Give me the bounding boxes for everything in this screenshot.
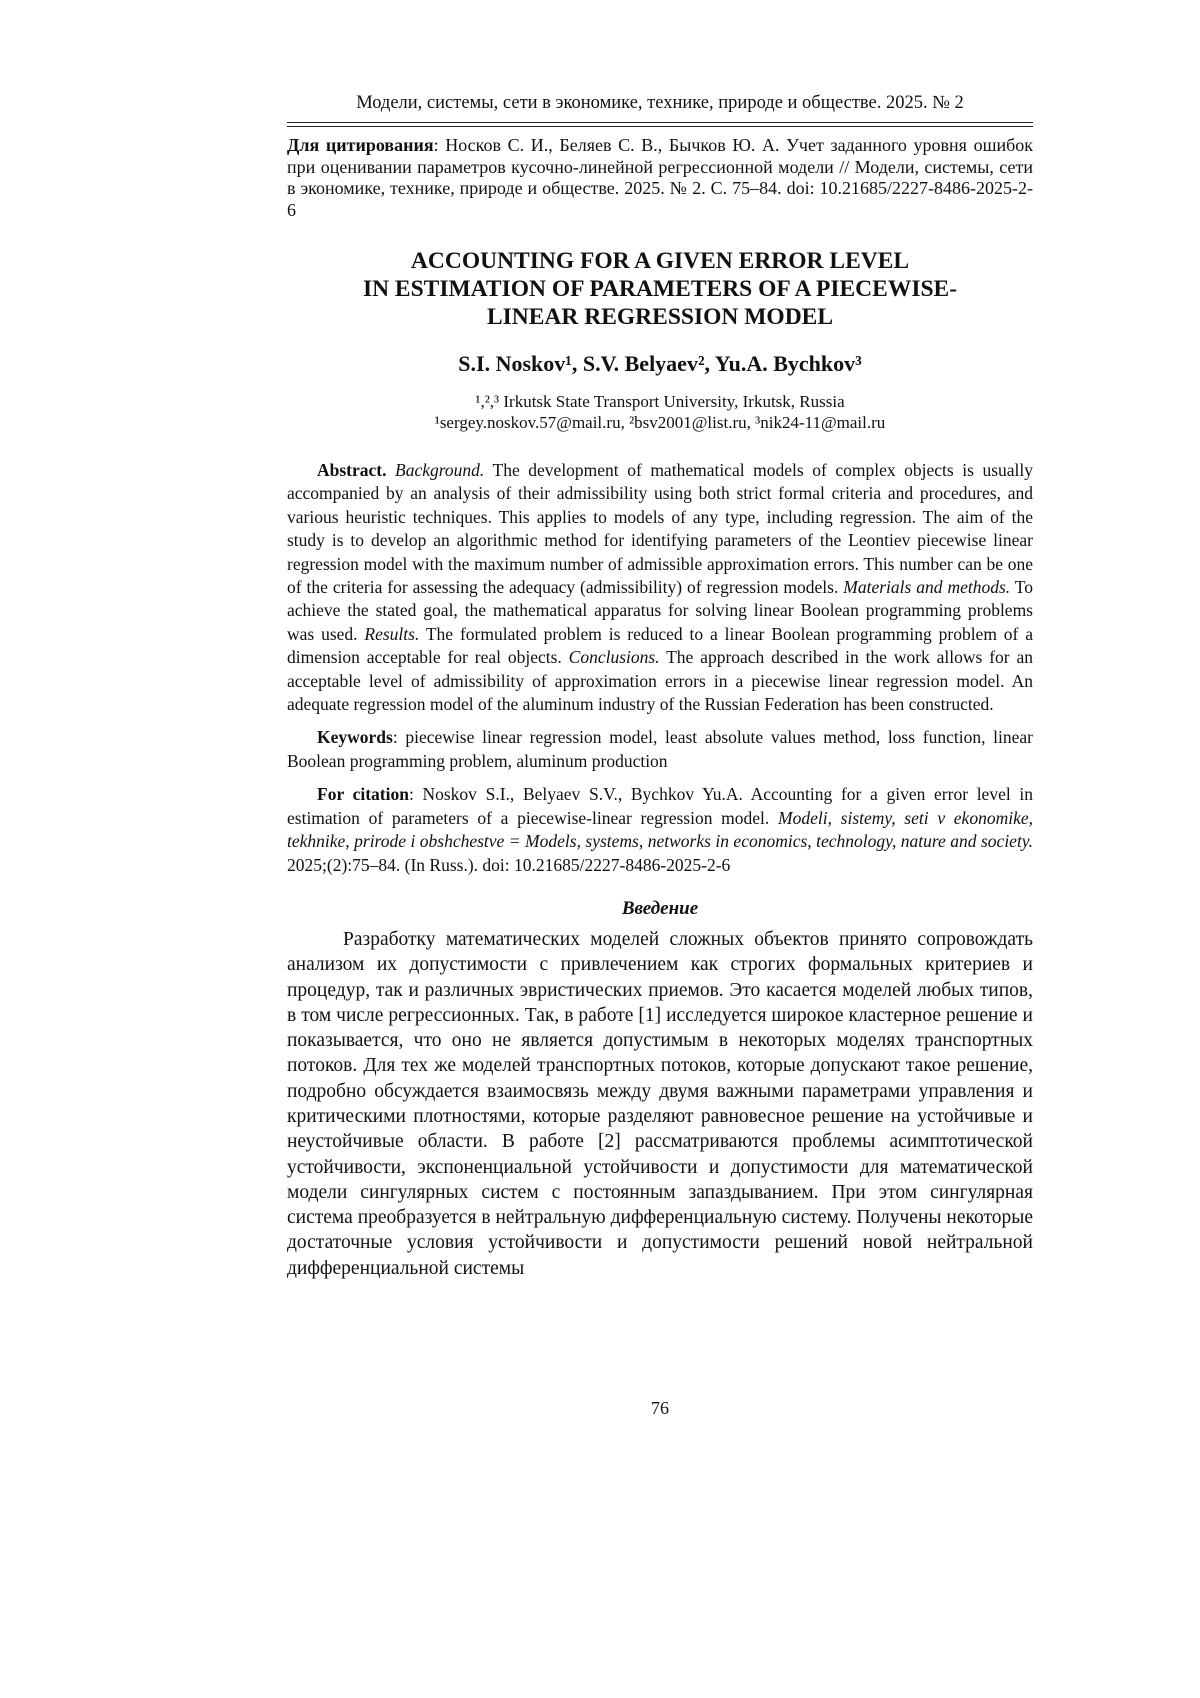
article-title: [287, 247, 1033, 331]
abstract-label: Abstract.: [317, 460, 387, 480]
affiliation: [287, 391, 1033, 433]
citation-english-text-end: 2025;(2):75–84. (In Russ.). doi: 10.21685/2227-8486-2025-2-6: [287, 854, 731, 875]
affiliation-emails: ¹sergey.noskov.57@mail.ru, ²bsv2001@list.ru, ³nik24-11@mail.ru: [434, 413, 886, 432]
citation-english: [287, 783, 1033, 877]
abstract-results-text: The formulated problem is reduced to a linear Boolean programming problem of a dimension acceptable for real objects.: [287, 623, 1033, 668]
running-header: Модели, системы, сети в экономике, технике, природе и обществе. 2025. № 2: [356, 93, 964, 113]
citation-english-text-start: : Noskov S.I., Belyaev S.V., Bychkov Yu.A. Accounting for a given error level in estimation of parameters of a piecewise-linear regression model.: [287, 784, 1033, 828]
abstract-background-text: The development of mathematical models of complex objects is usually accompanied by an analysis of their admissibility using both strict formal criteria and procedures, and various heuristic techniques. This applies to models of any type, including regression. The aim of the study is to develop an algorithmic method for identifying parameters of the Leontiev piecewise linear regression model with the maximum number of admissible approximation errors. This number can be one of the criteria for assessing the adequacy (admissibility) of regression models.: [287, 460, 1033, 598]
citation-russian: [287, 135, 1033, 221]
abstract: [287, 459, 1033, 716]
article-title-line-1: ACCOUNTING FOR A GIVEN ERROR LEVEL: [410, 248, 910, 274]
abstract-methods-text: To achieve the stated goal, the mathematical apparatus for solving linear Boolean programming problems was used.: [287, 577, 1033, 644]
keywords-label: Keywords: [317, 727, 393, 748]
keywords: [287, 726, 1033, 773]
abstract-results-label: Results.: [364, 623, 420, 644]
page-content: [287, 90, 1033, 1281]
introduction-paragraph: Разработку математических моделей сложных объектов принято сопровождать анализом их допустимости с привлечением как строгих формальных критериев и процедур, так и различных эвристических приемов. Это касается моделей любых типов, в том числе регрессионных. Так, в работе [1] исследуется широкое кластерное решение и показывается, что оно не является допустимым в некоторых моделях транспортных потоков. Для тех же моделей транспортных потоков, которые допускают такое решение, подробно обсуждается взаимосвязь между двумя важными параметрами управления и критическими плотностями, которые разделяют равновесное решение на устойчивые и неустойчивые области. В работе [2] рассматриваются проблемы асимптотической устойчивости, экспоненциальной устойчивости и допустимости для математической модели сингулярных систем с постоянным запаздыванием. При этом сингулярная система преобразуется в нейтральную дифференциальную систему. Получены некоторые достаточные условия устойчивости и допустимости решений новой нейтральной дифференциальной системы: [287, 928, 1033, 1279]
abstract-background-label: Background.: [395, 460, 485, 480]
abstract-conclusions-label: Conclusions.: [568, 647, 660, 668]
abstract-methods-label: Materials and methods.: [843, 577, 1011, 598]
affiliation-institution: ¹,²,³ Irkutsk State Transport University, Irkutsk, Russia: [475, 392, 845, 411]
authors: S.I. Noskov¹, S.V. Belyaev², Yu.A. Bychkov³: [458, 351, 862, 376]
page-number: 76: [651, 1398, 669, 1418]
section-heading-introduction: Введение: [621, 897, 699, 919]
citation-english-journal: Modeli, sistemy, seti v ekonomike, tekhnike, prirode i obshchestve = Models, systems, networks in economics, technology, nature and society.: [287, 807, 1033, 852]
article-title-line-2: IN ESTIMATION OF PARAMETERS OF A PIECEWISE-: [362, 276, 958, 302]
keywords-text: : piecewise linear regression model, least absolute values method, loss function, linear Boolean programming problem, aluminum production: [287, 727, 1033, 771]
article-title-line-3: LINEAR REGRESSION MODEL: [486, 304, 834, 330]
citation-english-label: For citation: [317, 784, 409, 805]
citation-russian-label: Для цитирования: [287, 135, 434, 155]
abstract-conclusions-text: The approach described in the work allows for an acceptable level of admissibility of approximation errors in a piecewise linear regression model. An adequate regression model of the aluminum industry of the Russian Federation has been constructed.: [287, 647, 1033, 715]
citation-russian-text: : Носков С. И., Беляев С. В., Бычков Ю. А. Учет заданного уровня ошибок при оценивании параметров кусочно-линейной регрессионной модели // Модели, системы, сети в экономике, технике, природе и обществе. 2025. № 2. С. 75–84. doi: 10.21685/2227-8486-2025-2-6: [287, 135, 1033, 220]
header-double-rule: [287, 122, 1033, 127]
